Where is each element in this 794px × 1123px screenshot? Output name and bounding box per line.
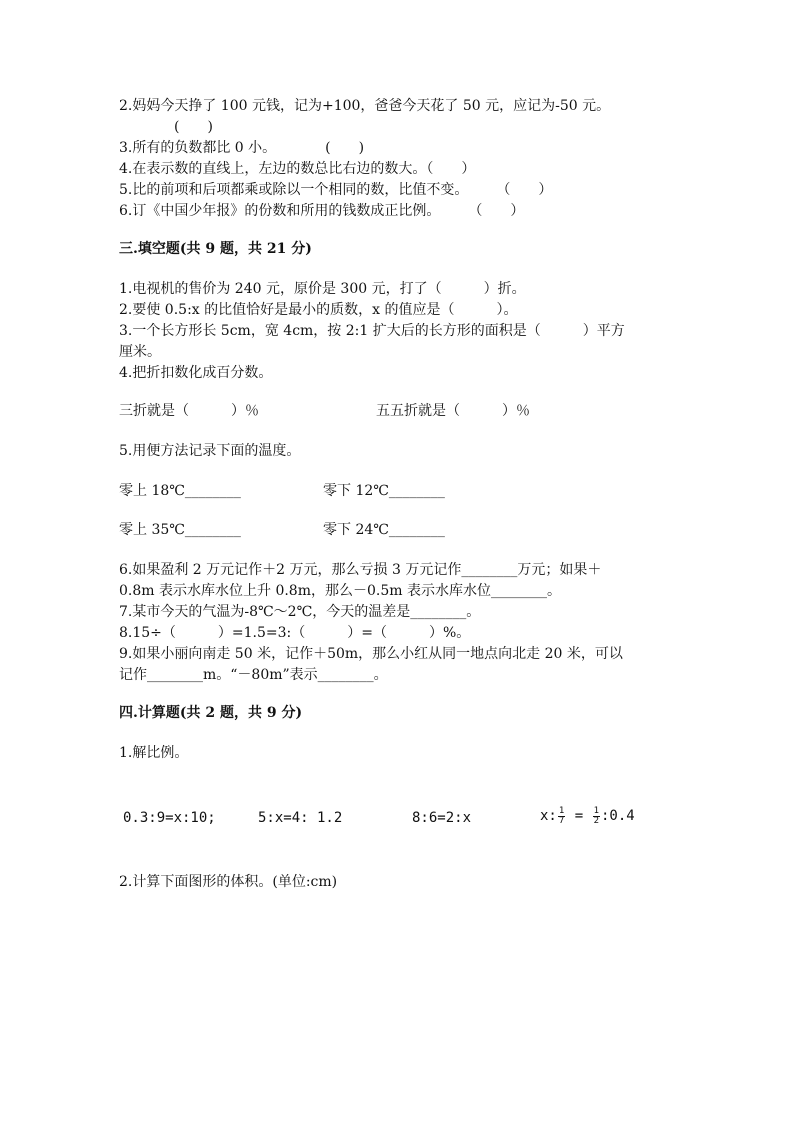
calc-q1: 1.解比例。 (119, 745, 189, 761)
fill-q4-b: 五五折就是（ ）％ (376, 403, 530, 419)
fill-q7: 7.某市今天的气温为-8℃～2℃，今天的温差是________。 (119, 604, 481, 620)
judge-q6: 6.订《中国少年报》的份数和所用的钱数成正比例。 （ ） (119, 203, 525, 219)
fill-q4-a: 三折就是（ ）％ (119, 403, 259, 419)
fraction-denominator: 2 (593, 815, 599, 826)
eq4-suffix: :0.4 (601, 808, 635, 824)
proportion-eq-3: 8:6=2:x (412, 810, 472, 826)
fill-q4: 4.把折扣数化成百分数。 (119, 365, 273, 381)
fill-q5-b: 零下 12℃________ (323, 483, 445, 499)
fill-q9-line2: 记作________m。“－80m”表示________。 (119, 667, 388, 683)
fill-q5-d: 零下 24℃________ (323, 522, 445, 538)
proportion-eq-1: 0.3:9=x:10; (123, 810, 216, 826)
fill-q8: 8.15÷（ ）=1.5=3:（ ）=（ ）%。 (119, 625, 471, 641)
judge-q2-line1: 2.妈妈今天挣了 100 元钱，记为+100，爸爸今天花了 50 元，应记为-50 元。 (119, 98, 611, 114)
fill-q5: 5.用便方法记录下面的温度。 (119, 443, 301, 459)
fill-q5-a: 零上 18℃________ (119, 483, 241, 499)
proportion-eq-4 (540, 806, 635, 826)
fill-q6-line1: 6.如果盈利 2 万元记作＋2 万元，那么亏损 3 万元记作________万元；如果＋ (119, 562, 602, 578)
calc-q2: 2.计算下面图形的体积。(单位:cm) (119, 874, 338, 890)
fraction-one-half (593, 807, 600, 826)
fill-q6-line2: 0.8m 表示水库水位上升 0.8m，那么－0.5m 表示水库水位________。 (119, 583, 561, 599)
fill-q3-line1: 3.一个长方形长 5cm，宽 4cm，按 2:1 扩大后的长方形的面积是（ ）平方 (119, 323, 625, 339)
judge-q4: 4.在表示数的直线上，左边的数总比右边的数大。（ ） (119, 161, 476, 177)
fraction-denominator: 7 (558, 815, 565, 826)
fill-q1: 1.电视机的售价为 240 元，原价是 300 元，打了（ ）折。 (119, 281, 526, 297)
fraction-numerator: 1 (558, 805, 565, 816)
judge-q3: 3.所有的负数都比 0 小。 ( ) (119, 140, 365, 156)
fill-q2: 2.要使 0.5:x 的比值恰好是最小的质数，x 的值应是（ ）。 (119, 302, 518, 318)
calc-section-heading: 四.计算题(共 2 题，共 9 分) (119, 705, 303, 721)
eq4-prefix: x: (540, 808, 557, 824)
judge-q5: 5.比的前项和后项都乘或除以一个相同的数，比值不变。 （ ） (119, 182, 553, 198)
proportion-eq-2: 5:x=4: 1.2 (258, 810, 343, 826)
fill-q3-line2: 厘米。 (119, 344, 161, 360)
fraction-one-seventh (558, 807, 565, 826)
fraction-numerator: 1 (593, 805, 599, 816)
fill-q5-c: 零上 35℃________ (119, 522, 241, 538)
eq4-equals: = (566, 808, 592, 824)
judge-q2-answer-blank[interactable]: ( ) (174, 119, 213, 135)
fill-q9-line1: 9.如果小丽向南走 50 米，记作＋50m，那么小红从同一地点向北走 20 米，可以 (119, 646, 623, 662)
fill-section-heading: 三.填空题(共 9 题，共 21 分) (119, 241, 312, 257)
